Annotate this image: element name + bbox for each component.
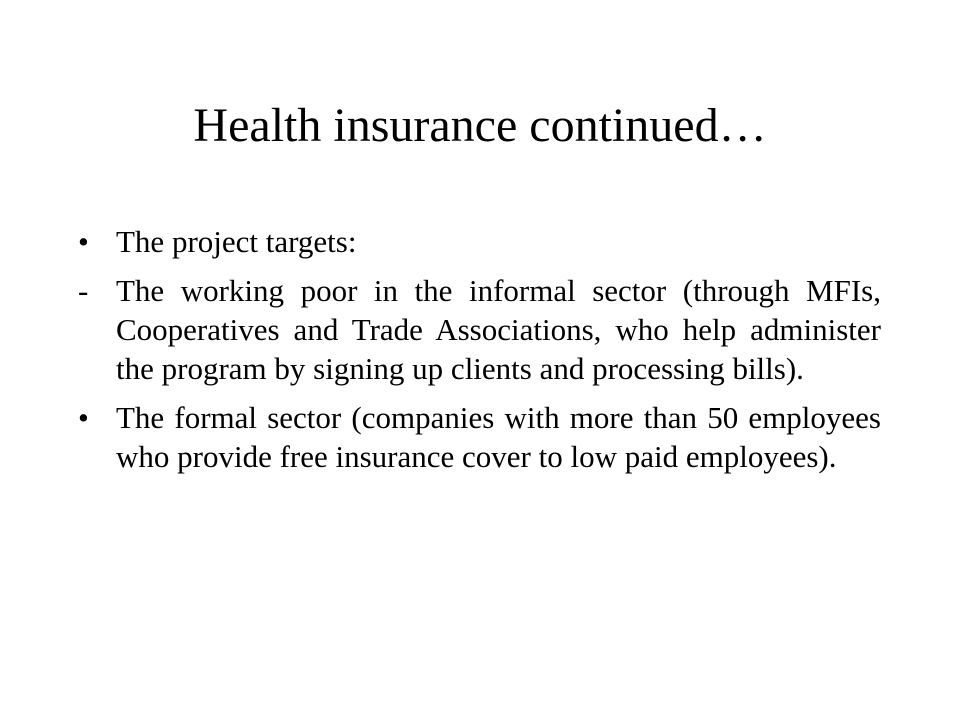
list-item — [78, 271, 881, 388]
bullet-marker: • — [78, 224, 89, 259]
slide-title: Health insurance continued… — [193, 99, 767, 152]
list-item — [78, 398, 881, 476]
bullet-text: The working poor in the informal sector (through MFIs, Cooperatives and Trade Associations, who help administer the program by signing up clients and processing bills). — [116, 273, 881, 386]
bullet-marker: • — [78, 400, 89, 435]
bullet-list — [78, 222, 881, 486]
dash-marker: - — [78, 273, 89, 308]
bullet-text: The formal sector (companies with more than 50 employees who provide free insurance cover to low paid employees). — [116, 400, 881, 474]
bullet-text: The project targets: — [116, 224, 357, 259]
list-item — [78, 222, 881, 261]
